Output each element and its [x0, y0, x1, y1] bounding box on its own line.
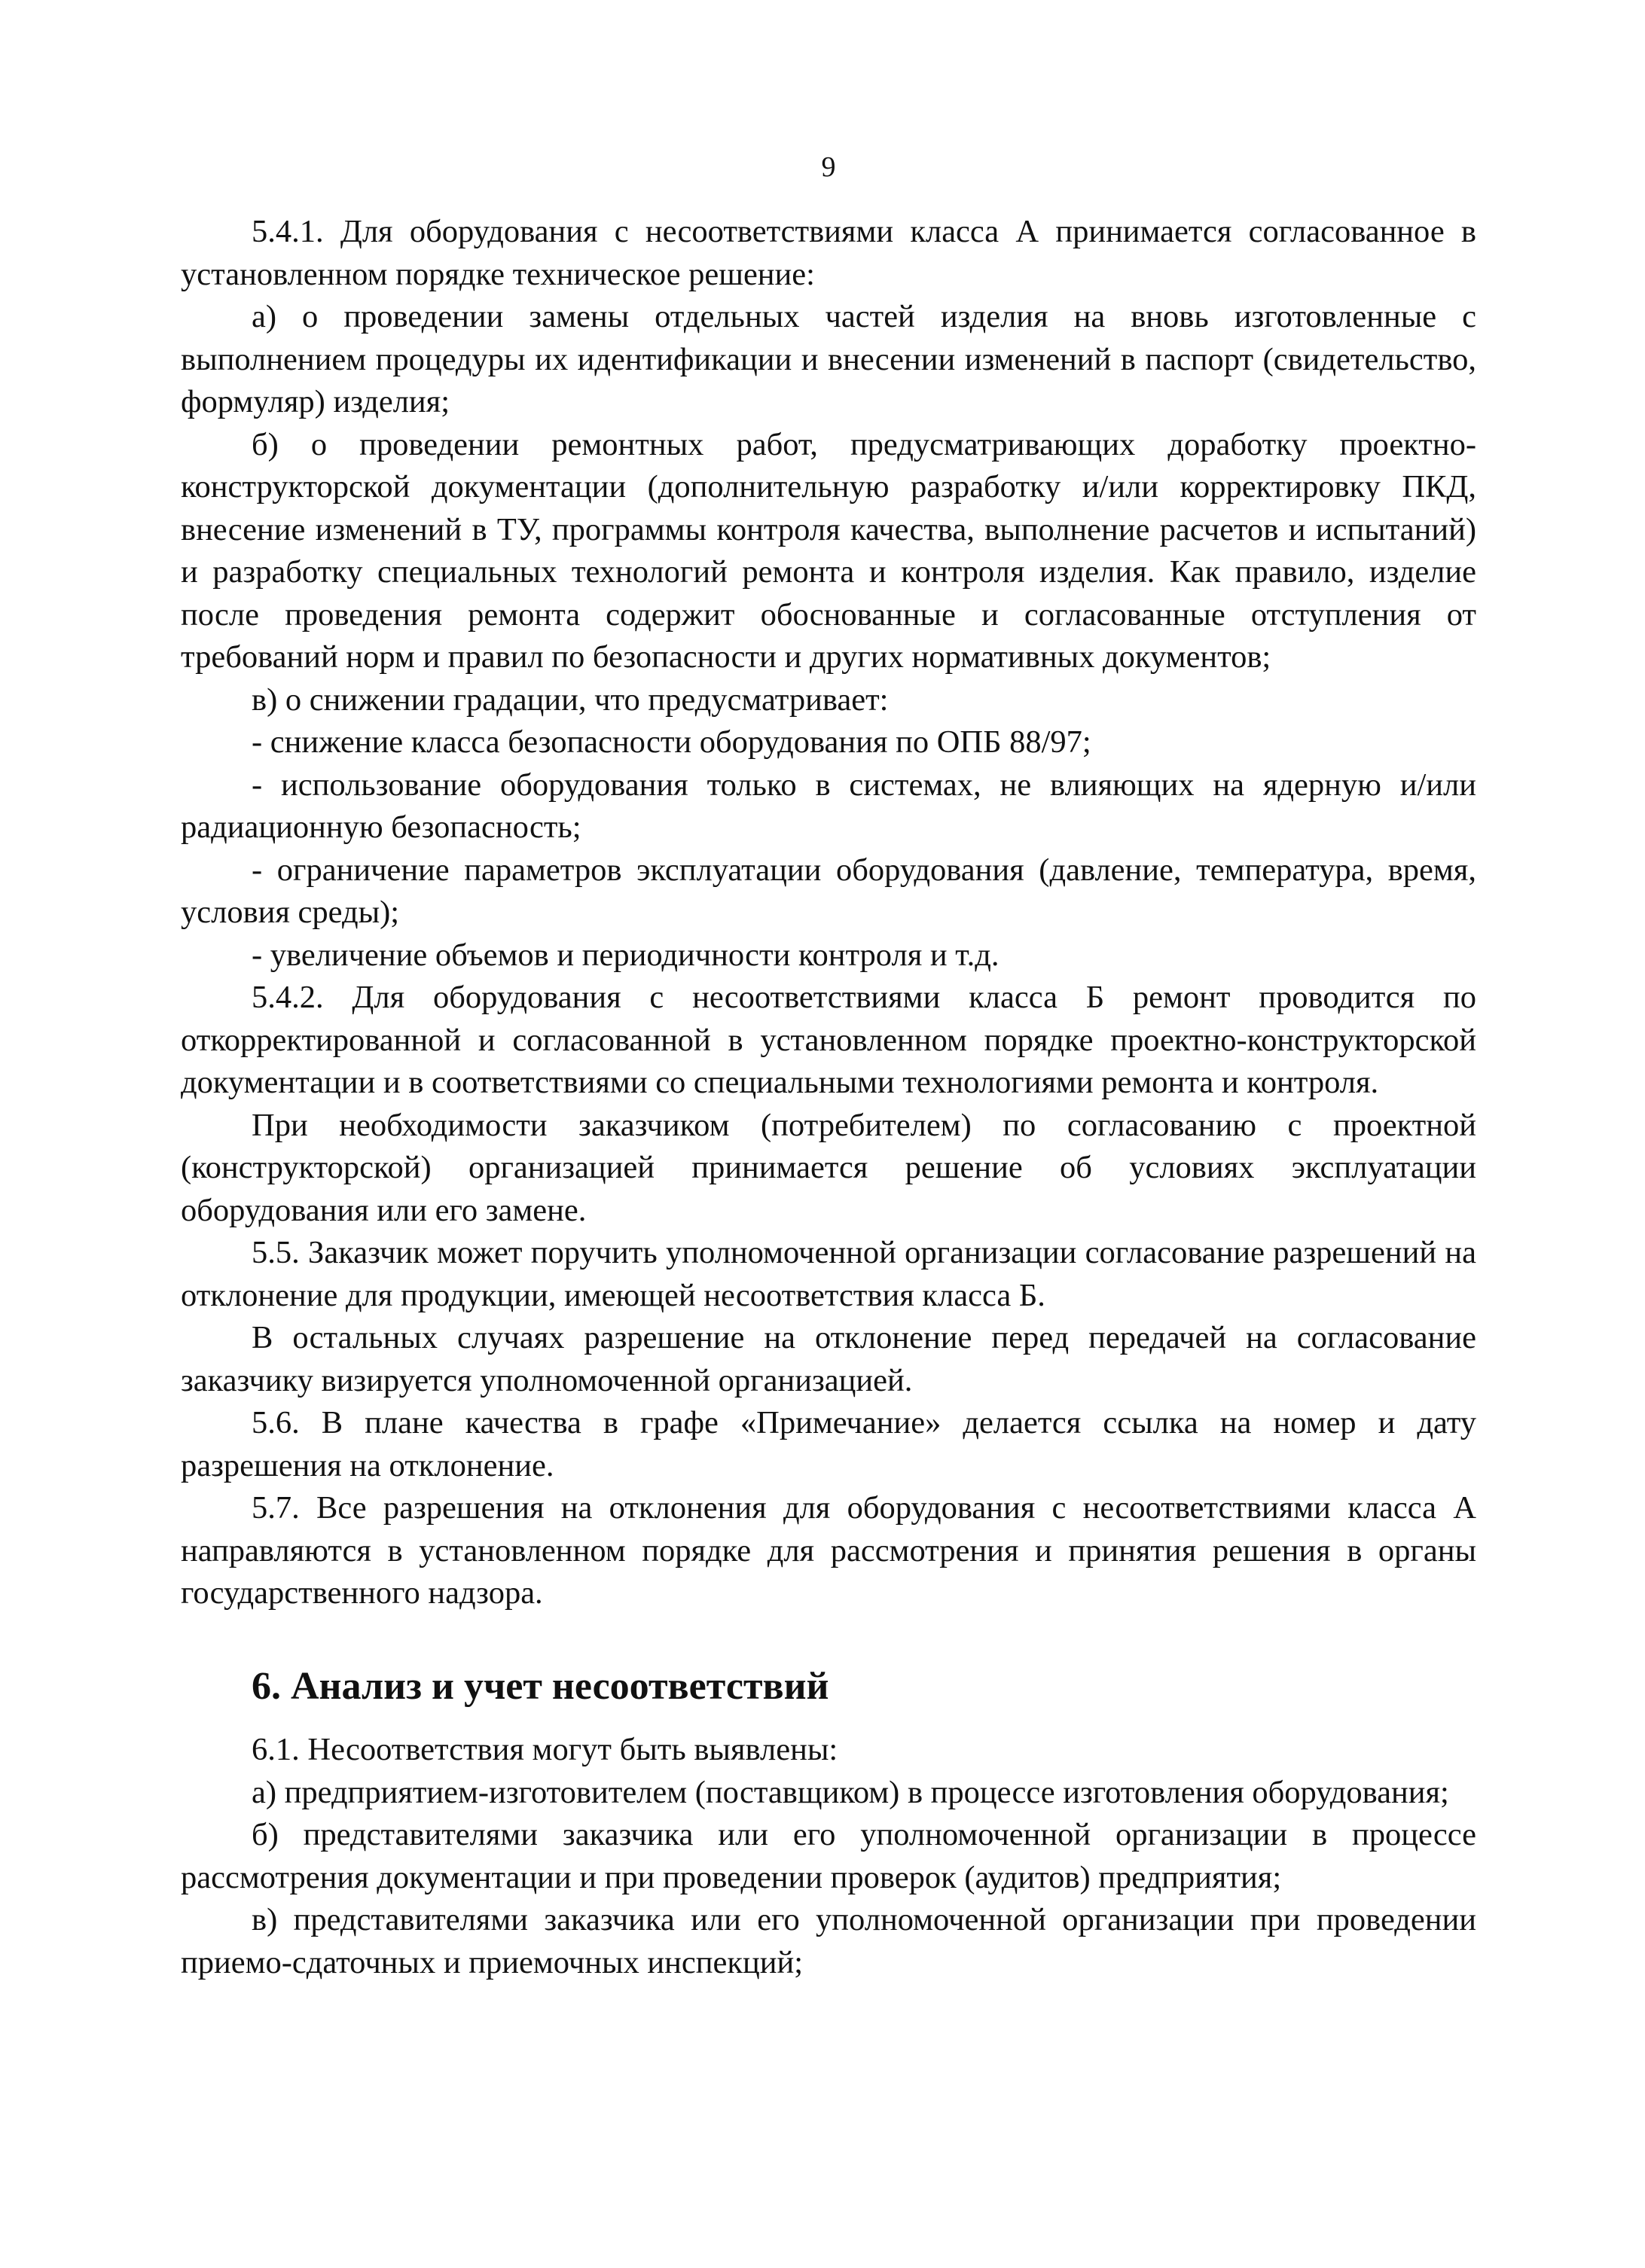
paragraph-5-6: 5.6. В плане качества в графе «Примечание» делается ссылка на номер и дату разрешения на отклонение.	[181, 1405, 1476, 1483]
section-6-heading: 6. Анализ и учет несоответствий	[252, 1665, 829, 1708]
paragraph-customer-decision: При необходимости заказчиком (потребителем) по согласованию с проектной (конструкторской) организацией принимается решение об условиях эксплуатации оборудования или его замене.	[181, 1107, 1476, 1228]
paragraph-5-7: 5.7. Все разрешения на отклонения для оборудования с несоответствиями класса А направляются в установленном порядке для рассмотрения и принятия решения в органы государственного надзора.	[181, 1490, 1476, 1611]
paragraph-item-a: а) о проведении замены отдельных частей изделия на вновь изготовленные с выполнением процедуры их идентификации и внесении изменений в паспорт (свидетельство, формуляр) изделия;	[181, 299, 1476, 419]
paragraph-5-4-2: 5.4.2. Для оборудования с несоответствиями класса Б ремонт проводится по откорректированной и согласованной в установленном порядке проектно-конструкторской документации и в соответствиями со специальными технологиями ремонта и контроля.	[181, 980, 1476, 1100]
list-item-dash-3: - ограничение параметров эксплуатации оборудования (давление, температура, время, условия среды);	[181, 852, 1476, 930]
list-item-dash-2: - использование оборудования только в системах, не влияющих на ядерную и/или радиационную безопасность;	[181, 767, 1476, 845]
paragraph-other-cases: В остальных случаях разрешение на отклонение перед передачей на согласование заказчику визируется уполномоченной организацией.	[181, 1320, 1476, 1398]
section-6-text	[181, 1729, 1476, 1984]
list-item-dash-1: - снижение класса безопасности оборудования по ОПБ 88/97;	[252, 724, 1091, 760]
paragraph-6-1-b: б) представителями заказчика или его уполномоченной организации в процессе рассмотрения документации и при проведении проверок (аудитов) предприятия;	[181, 1817, 1476, 1895]
paragraph-5-5: 5.5. Заказчик может поручить уполномоченной организации согласование разрешений на отклонение для продукции, имеющей несоответствия класса Б.	[181, 1235, 1476, 1313]
paragraph-item-b: б) о проведении ремонтных работ, предусматривающих доработку проектно-конструкторской документации (дополнительную разработку и/или корректировку ПКД, внесение изменений в ТУ, программы контроля качества, выполнение расчетов и испытаний) и разработку специальных технологий ремонта и контроля изделия. Как правило, изделие после проведения ремонта содержит обоснованные и согласованные отступления от требований норм и правил по безопасности и других нормативных документов;	[181, 426, 1476, 675]
section-5-text	[181, 211, 1476, 1615]
list-item-dash-4: - увеличение объемов и периодичности контроля и т.д.	[252, 937, 1000, 973]
paragraph-6-1: 6.1. Несоответствия могут быть выявлены:	[252, 1732, 838, 1767]
paragraph-5-4-1: 5.4.1. Для оборудования с несоответствиями класса А принимается согласованное в установленном порядке техническое решение:	[181, 214, 1476, 292]
paragraph-6-1-v: в) представителями заказчика или его уполномоченной организации при проведении приемо-сдаточных и приемочных инспекций;	[181, 1902, 1476, 1980]
paragraph-item-v: в) о снижении градации, что предусматривает:	[252, 681, 889, 718]
paragraph-6-1-a: а) предприятием-изготовителем (поставщиком) в процессе изготовления оборудования;	[252, 1774, 1449, 1810]
page-number: 9	[821, 151, 836, 183]
